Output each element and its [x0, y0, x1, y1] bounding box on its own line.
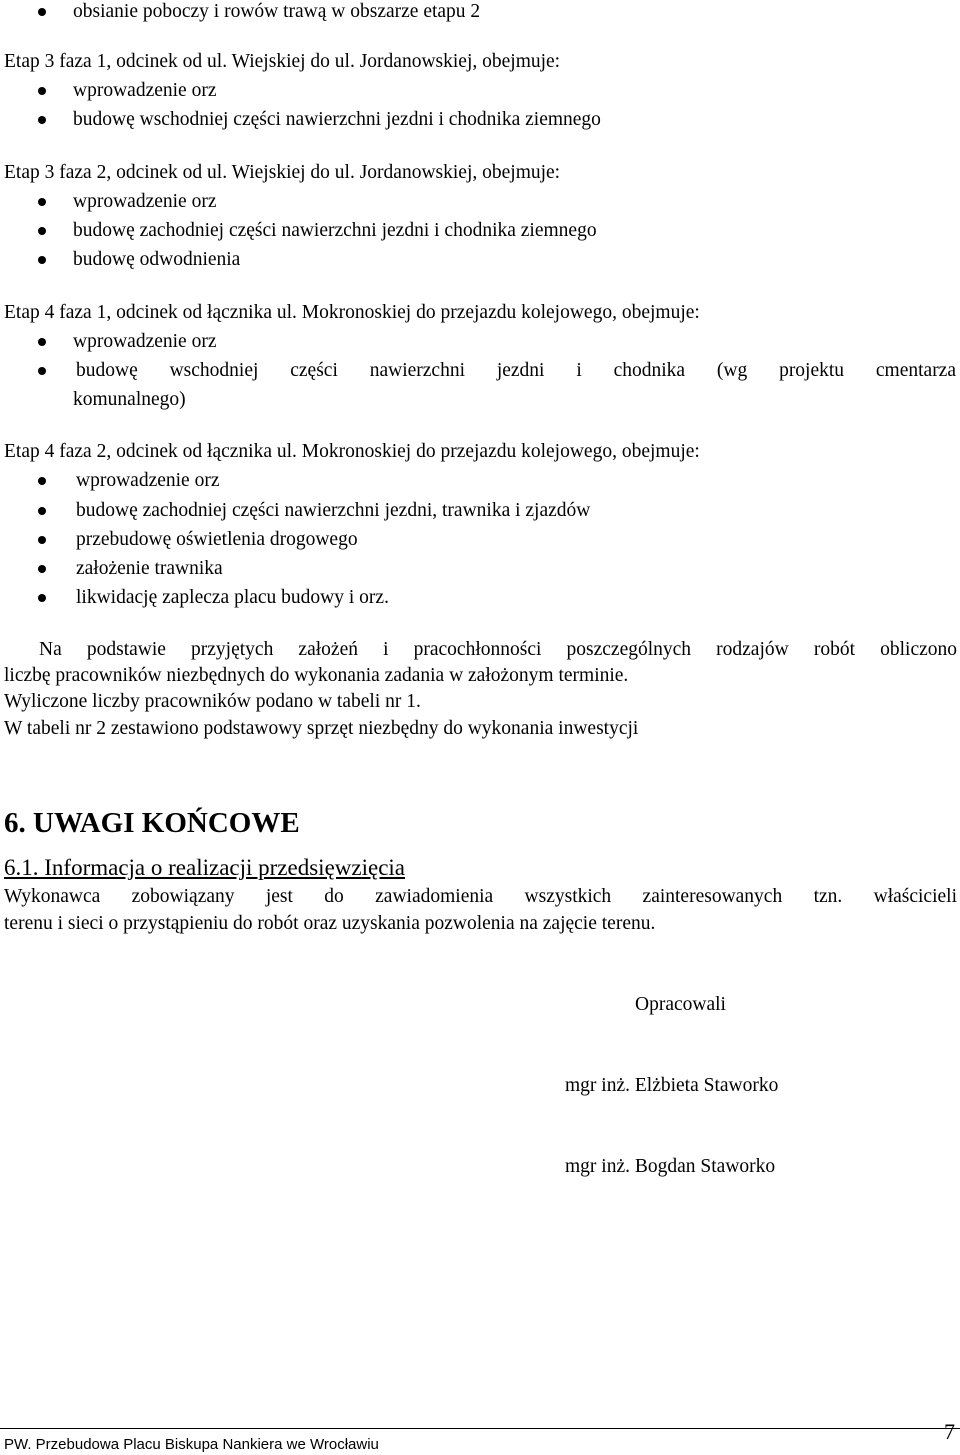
signature-label: Opracowali: [635, 994, 726, 1015]
list-item: obsianie poboczy i rowów trawą w obszarze etapu 2: [73, 1, 481, 22]
bullet: [38, 256, 46, 264]
footer-title: PW. Przebudowa Placu Biskupa Nankiera we Wrocławiu: [4, 1436, 379, 1453]
bullet: [38, 87, 46, 95]
bullet: [38, 367, 46, 375]
footer-divider: [0, 1428, 960, 1429]
list-item: budowę wschodniej części nawierzchni jezdni i chodnika (wg projektu cmentarza: [76, 360, 956, 381]
paragraph-line: Na podstawie przyjętych założeń i pracochłonności poszczególnych rodzajów robót obliczono: [39, 639, 957, 660]
bullet: [38, 565, 46, 573]
paragraph-line: terenu i sieci o przystąpieniu do robót oraz uzyskania pozwolenia na zajęcie terenu.: [4, 913, 656, 934]
list-item: wprowadzenie orz: [76, 470, 220, 491]
list-item: wprowadzenie orz: [73, 80, 217, 101]
bullet: [38, 507, 46, 515]
list-item: budowę zachodniej części nawierzchni jezdni, trawnika i zjazdów: [76, 500, 591, 521]
author-name: mgr inż. Elżbieta Staworko: [565, 1075, 779, 1096]
bullet: [38, 594, 46, 602]
stage-heading: Etap 3 faza 1, odcinek od ul. Wiejskiej do ul. Jordanowskiej, obejmuje:: [4, 51, 561, 72]
list-item-continuation: komunalnego): [73, 389, 186, 410]
bullet: [38, 116, 46, 124]
bullet: [38, 8, 46, 16]
subsection-heading: 6.1. Informacja o realizacji przedsięwzięcia: [4, 855, 405, 880]
page-number: 7: [944, 1419, 955, 1444]
paragraph-line: Wyliczone liczby pracowników podano w tabeli nr 1.: [4, 691, 421, 712]
list-item: likwidację zaplecza placu budowy i orz.: [76, 587, 389, 608]
list-item: założenie trawnika: [76, 558, 223, 579]
list-item: wprowadzenie orz: [73, 191, 217, 212]
stage-heading: Etap 4 faza 1, odcinek od łącznika ul. Mokronoskiej do przejazdu kolejowego, obejmuje:: [4, 302, 700, 323]
list-item: wprowadzenie orz: [73, 331, 217, 352]
bullet: [38, 198, 46, 206]
bullet: [38, 477, 46, 485]
list-item: budowę wschodniej części nawierzchni jezdni i chodnika ziemnego: [73, 109, 601, 130]
paragraph-line: Wykonawca zobowiązany jest do zawiadomienia wszystkich zainteresowanych tzn. właścicieli: [4, 886, 957, 907]
bullet: [38, 536, 46, 544]
section-heading: 6. UWAGI KOŃCOWE: [4, 807, 300, 839]
list-item: budowę odwodnienia: [73, 249, 241, 270]
bullet: [38, 227, 46, 235]
list-item: przebudowę oświetlenia drogowego: [76, 529, 358, 550]
list-item: budowę zachodniej części nawierzchni jezdni i chodnika ziemnego: [73, 220, 597, 241]
author-name: mgr inż. Bogdan Staworko: [565, 1156, 776, 1177]
stage-heading: Etap 4 faza 2, odcinek od łącznika ul. Mokronoskiej do przejazdu kolejowego, obejmuje:: [4, 441, 700, 462]
bullet: [38, 338, 46, 346]
stage-heading: Etap 3 faza 2, odcinek od ul. Wiejskiej do ul. Jordanowskiej, obejmuje:: [4, 162, 561, 183]
paragraph-line: liczbę pracowników niezbędnych do wykonania zadania w założonym terminie.: [4, 665, 629, 686]
paragraph-line: W tabeli nr 2 zestawiono podstawowy sprzęt niezbędny do wykonania inwestycji: [4, 718, 639, 739]
